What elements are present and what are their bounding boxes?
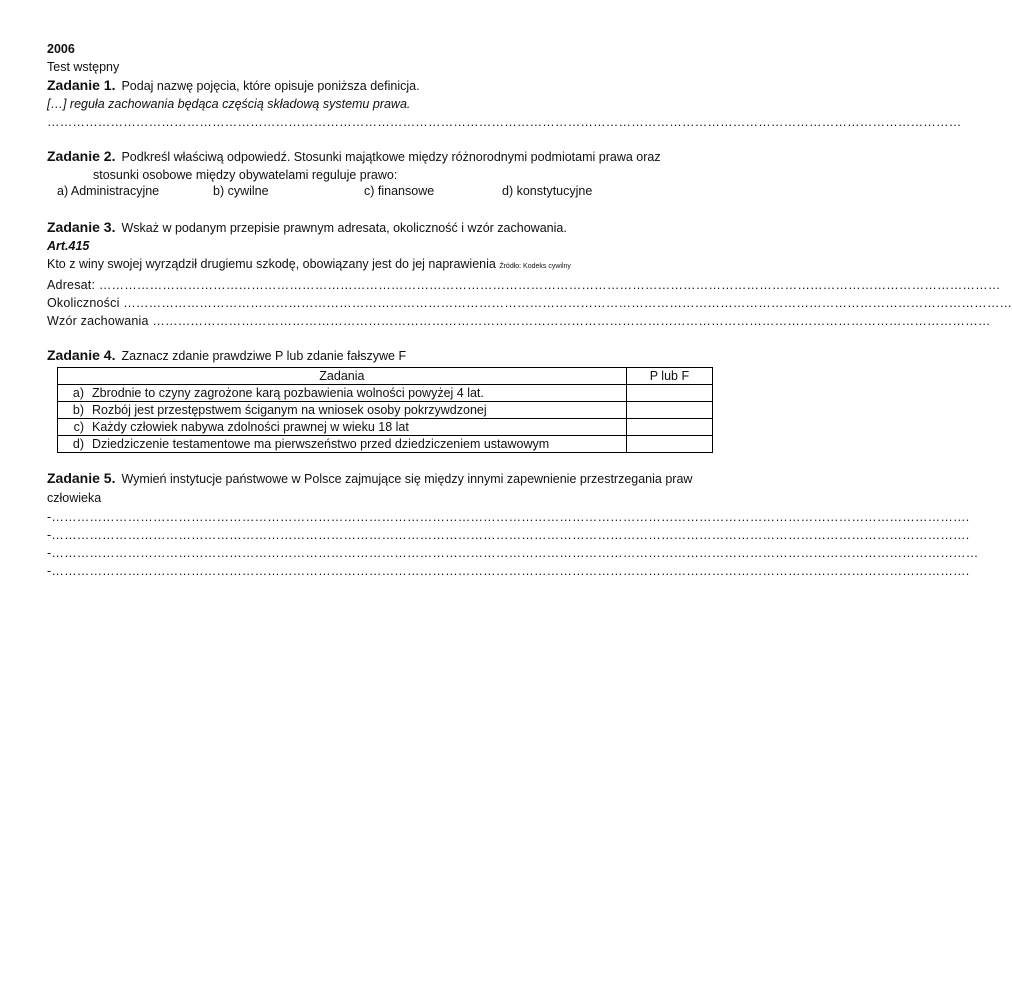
task5-instruction: Wymień instytucje państwowe w Polsce zajmujące się między innymi zapewnienie przestrzegania praw człowieka	[47, 472, 693, 505]
task3-article: Art.415	[47, 239, 90, 253]
table-row	[58, 385, 713, 402]
task5-answer-line-1[interactable]: -……………………………………………………………………………………………………………………………………………………………………………………………….	[47, 510, 970, 524]
task3-instruction: Wskaż w podanym przepisie prawnym adresata, okoliczność i wzór zachowania.	[121, 221, 567, 235]
task4-table	[57, 367, 713, 453]
task4-instruction: Zaznacz zdanie prawdziwe P lub zdanie fałszywe F	[121, 349, 407, 363]
exam-subtitle: Test wstępny	[47, 60, 120, 74]
task3-provision	[47, 255, 723, 276]
row-statement: Każdy człowiek nabywa zdolności prawnej w wieku 18 lat	[92, 420, 409, 434]
row-statement: Zbrodnie to czyny zagrożone karą pozbawienia wolności powyżej 4 lat.	[92, 386, 484, 400]
task1-instruction: Podaj nazwę pojęcia, które opisuje poniższa definicja.	[121, 79, 420, 93]
task3-source: Źródło: Kodeks cywilny	[499, 263, 571, 270]
task2-option-c[interactable]: c) finansowe	[364, 184, 435, 198]
pf-answer-cell[interactable]	[626, 385, 712, 402]
row-letter: d)	[72, 437, 84, 451]
task1-heading	[47, 76, 723, 95]
task3-provision-text: Kto z winy swojej wyrządził drugiemu szkodę, obowiązany jest do jej naprawienia	[47, 257, 496, 271]
table-row	[58, 419, 713, 436]
task2-options	[47, 184, 723, 202]
pf-answer-cell[interactable]	[626, 419, 712, 436]
task4-table-header	[58, 368, 713, 385]
table-row	[58, 436, 713, 453]
exam-page	[47, 40, 1012, 580]
pf-answer-cell[interactable]	[626, 402, 712, 419]
task2-title: Zadanie 2.	[47, 148, 116, 164]
row-letter: a)	[72, 386, 84, 400]
task4-heading	[47, 346, 723, 365]
row-letter: c)	[73, 420, 84, 434]
task3-field-behavior-pattern[interactable]: Wzór zachowania ………………………………………………………………………………………………………………………………………………………………………………	[47, 314, 991, 328]
exam-year: 2006	[47, 42, 75, 56]
task2-option-b[interactable]: b) cywilne	[213, 184, 269, 198]
task3-title: Zadanie 3.	[47, 219, 116, 235]
task5-answer-line-3[interactable]: -…………………………………………………………………………………………………………………………………………………………………………………………………	[47, 546, 979, 560]
table-row	[58, 402, 713, 419]
task2-instruction-line1: Podkreśl właściwą odpowiedź. Stosunki majątkowe między różnorodnymi podmiotami prawa oraz	[121, 150, 661, 164]
task5-heading	[47, 469, 723, 508]
task2-option-a[interactable]: a) Administracyjne	[57, 184, 160, 198]
task2-instruction-line2: stosunki osobowe między obywatelami reguluje prawo:	[93, 168, 398, 182]
task3-heading	[47, 218, 723, 237]
row-statement: Rozbój jest przestępstwem ściganym na wniosek osoby pokrzywdzonej	[92, 403, 487, 417]
task5-answer-line-4[interactable]: -……………………………………………………………………………………………………………………………………………………………………………………………….	[47, 564, 970, 578]
task5-title: Zadanie 5.	[47, 470, 116, 486]
task4-header-pf: P lub F	[626, 368, 712, 385]
pf-answer-cell[interactable]	[626, 436, 712, 453]
task2-heading	[47, 147, 723, 166]
task1-title: Zadanie 1.	[47, 77, 116, 93]
task5-answer-line-2[interactable]: -……………………………………………………………………………………………………………………………………………………………………………………………….	[47, 528, 970, 542]
task2-option-d[interactable]: d) konstytucyjne	[502, 184, 593, 198]
row-letter: b)	[72, 403, 84, 417]
task3-field-addressee[interactable]: Adresat: ……………………………………………………………………………………………………………………………………………………………………………………………	[47, 278, 1001, 292]
task3-field-circumstances[interactable]: Okoliczności …………………………………………………………………………………………………………………………………………………………………………………………	[47, 296, 1012, 310]
row-statement: Dziedziczenie testamentowe ma pierwszeństwo przed dziedziczeniem ustawowym	[92, 437, 550, 451]
task4-header-tasks: Zadania	[58, 368, 627, 385]
task1-definition: […] reguła zachowania będąca częścią składową systemu prawa.	[47, 97, 411, 111]
task1-answer-line[interactable]: ………………………………………………………………………………………………………………………………………………………………………………………………	[47, 115, 962, 129]
task4-title: Zadanie 4.	[47, 347, 116, 363]
